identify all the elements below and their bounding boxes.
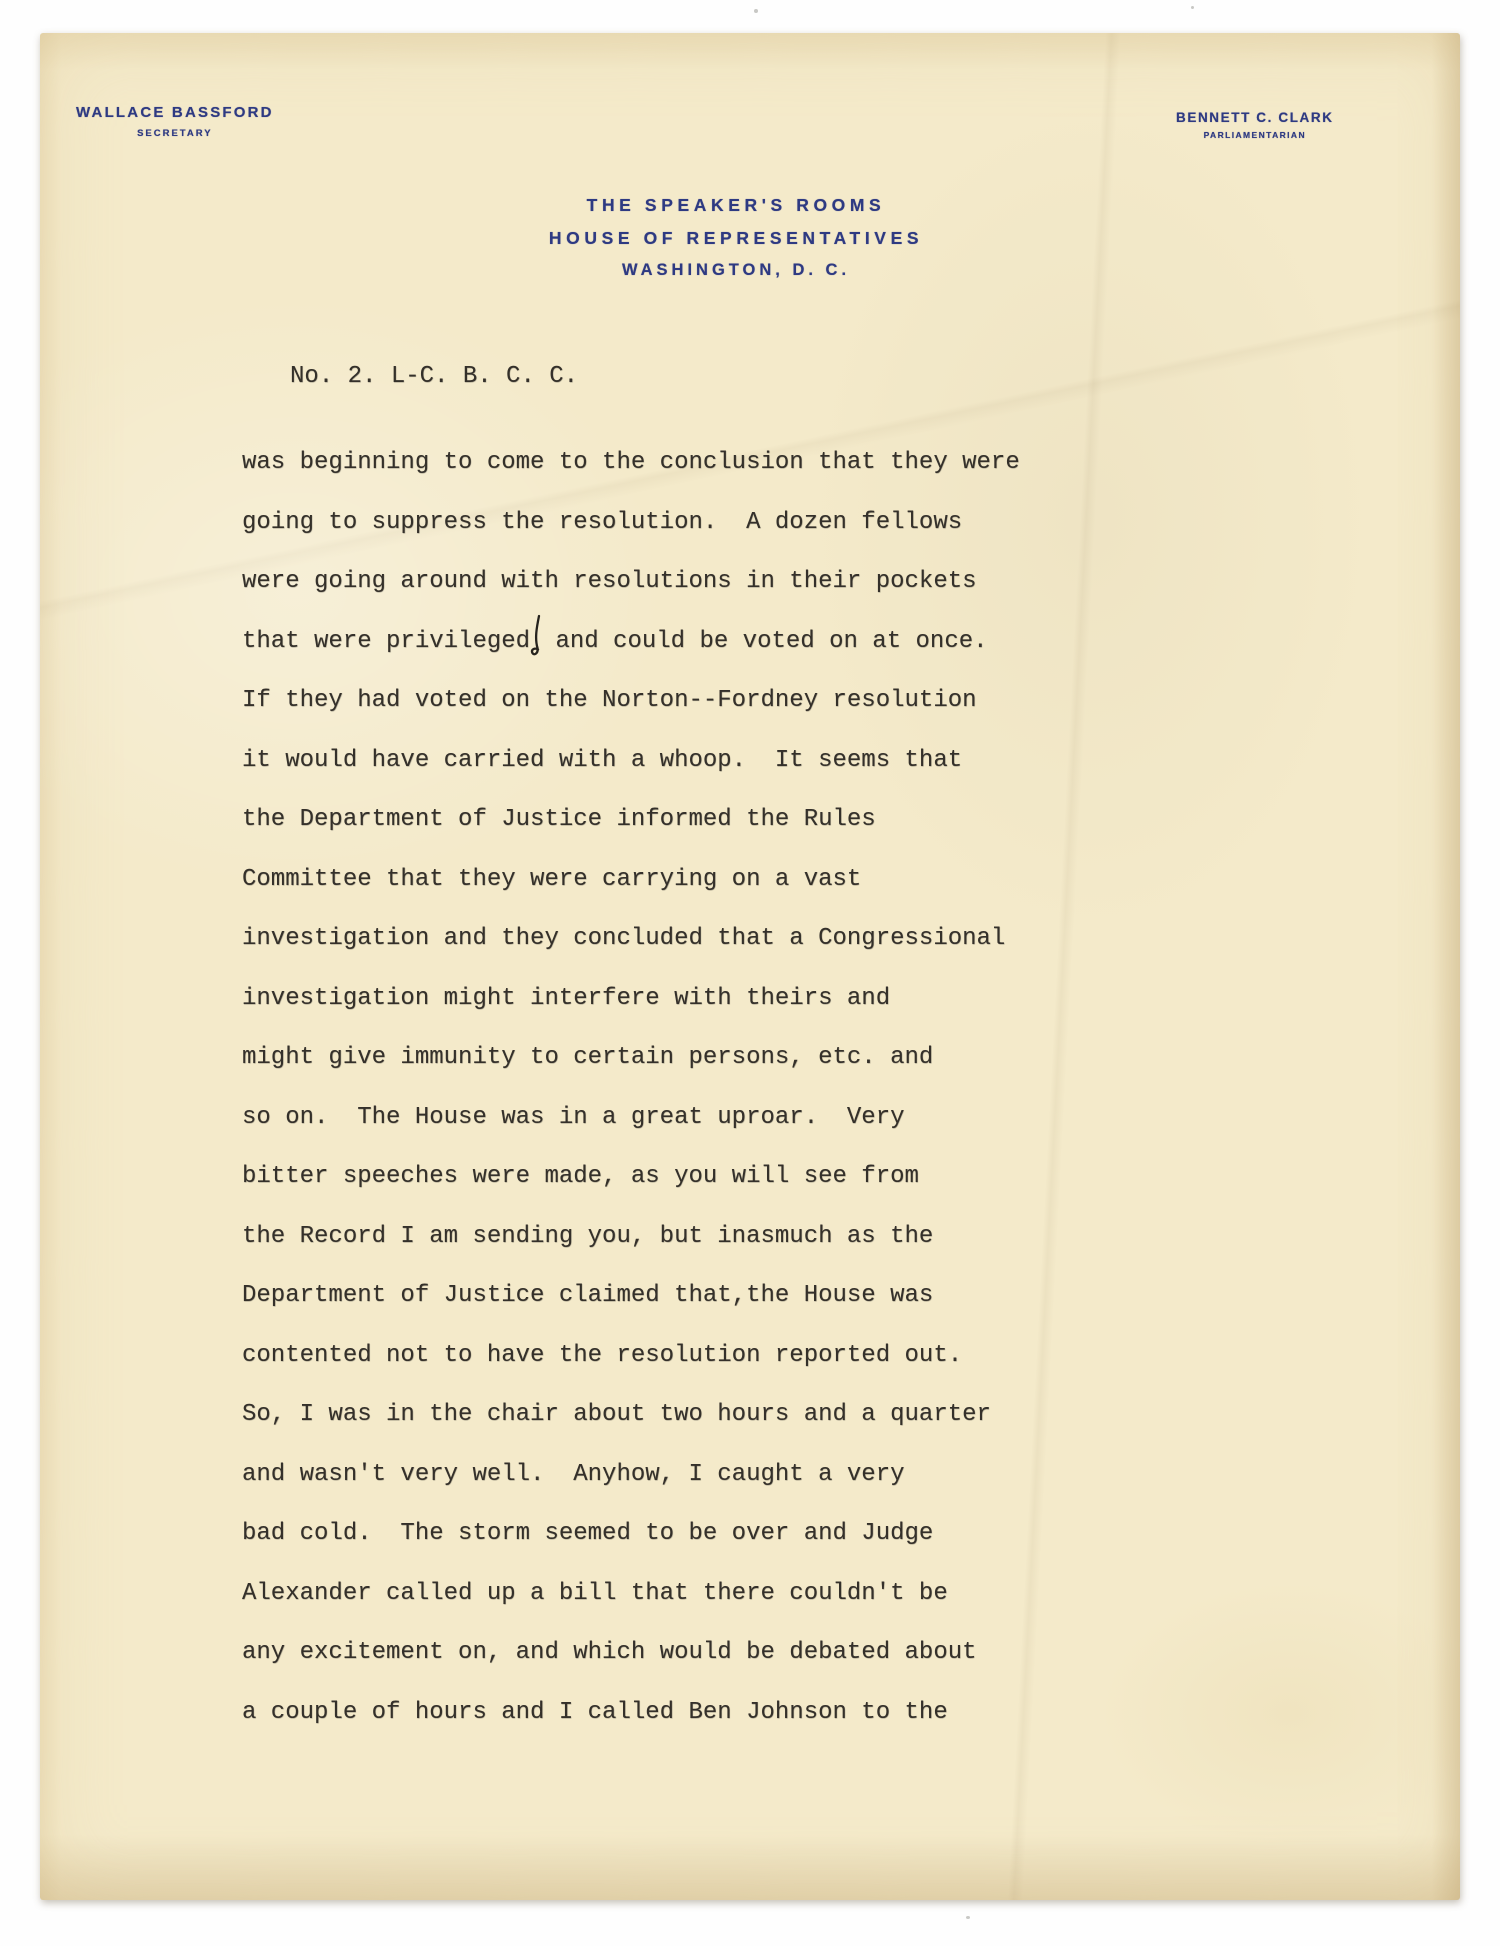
dust-speck bbox=[966, 1916, 970, 1919]
typed-text: and could be voted on at once. bbox=[541, 627, 988, 655]
dust-speck bbox=[1191, 6, 1194, 9]
letter-body bbox=[242, 433, 1370, 1742]
typed-line: were going around with resolutions in their pockets bbox=[242, 568, 977, 595]
typed-line: the Record I am sending you, but inasmuch as the bbox=[242, 1222, 934, 1250]
typed-line: and wasn't very well. Anyhow, I caught a very bbox=[242, 1460, 905, 1488]
typed-line bbox=[242, 612, 1370, 672]
officer-name: BENNETT C. CLARK bbox=[1176, 110, 1334, 125]
typed-line: the Department of Justice informed the Rules bbox=[242, 806, 876, 833]
typed-line: a couple of hours and I called Ben Johnson to the bbox=[242, 1698, 948, 1726]
typed-line: Department of Justice claimed that,the House was bbox=[242, 1282, 934, 1309]
typed-line: so on. The House was in a great uproar. Very bbox=[242, 1103, 905, 1131]
letter-paper bbox=[40, 33, 1460, 1900]
typed-line: So, I was in the chair about two hours and a quarter bbox=[242, 1401, 991, 1428]
typed-line: might give immunity to certain persons, etc. and bbox=[242, 1044, 934, 1071]
officer-title: PARLIAMENTARIAN bbox=[1203, 130, 1306, 140]
typed-line: going to suppress the resolution. A dozen fellows bbox=[242, 508, 963, 536]
letterhead-organization bbox=[26, 195, 1446, 280]
typed-line: Committee that they were carrying on a vast bbox=[242, 865, 862, 893]
officer-name: WALLACE BASSFORD bbox=[76, 104, 274, 121]
dust-speck bbox=[754, 9, 758, 13]
typed-line: contented not to have the resolution reported out. bbox=[242, 1341, 963, 1369]
organization-line: HOUSE OF REPRESENTATIVES bbox=[548, 228, 924, 248]
typed-line: it would have carried with a whoop. It seems that bbox=[242, 746, 963, 774]
organization-line: WASHINGTON, D. C. bbox=[621, 261, 851, 279]
typed-line: Alexander called up a bill that there couldn't be bbox=[242, 1579, 948, 1607]
reference-line: No. 2. L-C. B. C. C. bbox=[290, 363, 579, 390]
officer-title: SECRETARY bbox=[137, 128, 213, 139]
letterhead-left-officer bbox=[76, 104, 274, 139]
typed-text: that were privileged bbox=[242, 627, 531, 655]
typed-line: If they had voted on the Norton--Fordney resolution bbox=[242, 687, 977, 714]
letterhead-right-officer bbox=[1176, 110, 1334, 140]
typed-line: was beginning to come to the conclusion that they were bbox=[242, 449, 1020, 476]
typed-line: bad cold. The storm seemed to be over and Judge bbox=[242, 1520, 934, 1547]
organization-line: THE SPEAKER'S ROOMS bbox=[586, 195, 886, 215]
typed-line: any excitement on, and which would be debated about bbox=[242, 1639, 977, 1666]
typed-line: investigation and they concluded that a Congressional bbox=[242, 925, 1006, 952]
typed-line: bitter speeches were made, as you will see from bbox=[242, 1163, 919, 1190]
typed-line: investigation might interfere with theirs and bbox=[242, 984, 891, 1012]
